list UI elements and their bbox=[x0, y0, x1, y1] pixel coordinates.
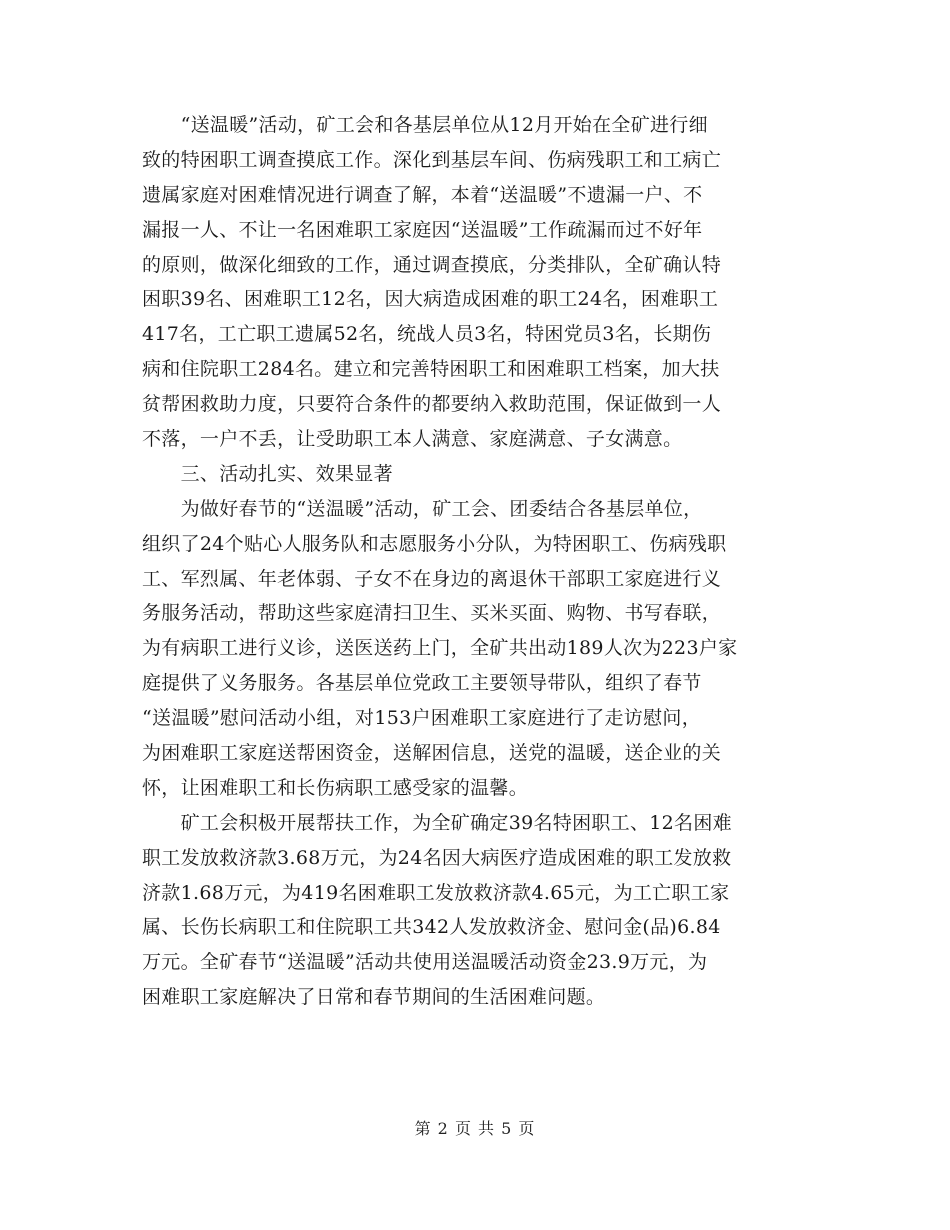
text-line: 工、军烈属、年老体弱、子女不在身边的离退休干部职工家庭进行义 bbox=[142, 567, 722, 590]
text-line: “送温暖”慰问活动小组，对153户困难职工家庭进行了走访慰问， bbox=[142, 707, 701, 730]
text-line: 组织了24个贴心人服务队和志愿服务小分队，为特困职工、伤病残职 bbox=[142, 532, 727, 555]
text-line: 困难职工家庭解决了日常和春节期间的生活困难问题。 bbox=[142, 986, 606, 1009]
text-line: 417名，工亡职工遗属52名，统战人员3名，特困党员3名，长期伤 bbox=[142, 323, 712, 346]
text-line: 贫帮困救助力度，只要符合条件的都要纳入救助范围，保证做到一人 bbox=[142, 393, 722, 416]
text-line: 为做好春节的“送温暖”活动，矿工会、团委结合各基层单位， bbox=[142, 497, 703, 520]
text-line: 为困难职工家庭送帮困资金，送解困信息，送党的温暖，送企业的关 bbox=[142, 742, 722, 765]
text-line: 万元。全矿春节“送温暖”活动共使用送温暖活动资金23.9万元，为 bbox=[142, 951, 708, 974]
text-line: 遗属家庭对困难情况进行调查了解，本着“送温暖”不遗漏一户、不 bbox=[142, 183, 703, 206]
text-line: 致的特困职工调查摸底工作。深化到基层车间、伤病残职工和工病亡 bbox=[142, 148, 722, 171]
text-line: 济款1.68万元，为419名困难职工发放救济款4.65元，为工亡职工家 bbox=[142, 881, 730, 904]
body-text bbox=[142, 108, 808, 1015]
text-line: 不落，一户不丢，让受助职工本人满意、家庭满意、子女满意。 bbox=[142, 428, 683, 451]
text-line: “送温暖”活动，矿工会和各基层单位从12月开始在全矿进行细 bbox=[142, 114, 708, 136]
text-line: 的原则，做深化细致的工作，通过调查摸底，分类排队，全矿确认特 bbox=[142, 253, 722, 276]
text-line: 为有病职工进行义诊，送医送药上门，全矿共出动189人次为223户家 bbox=[142, 637, 738, 660]
text-line: 怀，让困难职工和长伤病职工感受家的温馨。 bbox=[142, 776, 529, 799]
text-line: 庭提供了义务服务。各基层单位党政工主要领导带队，组织了春节 bbox=[142, 672, 702, 695]
text-line: 职工发放救济款3.68万元，为24名因大病医疗造成困难的职工发放救 bbox=[142, 846, 732, 869]
text-line: 困职39名、困难职工12名，因大病造成困难的职工24名，困难职工 bbox=[142, 288, 719, 311]
text-line: 务服务活动，帮助这些家庭清扫卫生、买米买面、购物、书写春联， bbox=[142, 602, 722, 625]
text-line: 漏报一人、不让一名困难职工家庭因“送温暖”工作疏漏而过不好年 bbox=[142, 218, 703, 241]
text-line: 病和住院职工284名。建立和完善特困职工和困难职工档案，加大扶 bbox=[142, 358, 720, 381]
text-line: 属、长伤长病职工和住院职工共342人发放救济金、慰问金(品)6.84 bbox=[142, 916, 721, 939]
page-footer: 第 2 页 共 5 页 bbox=[414, 1119, 536, 1138]
section-heading: 三、活动扎实、效果显著 bbox=[142, 462, 393, 485]
text-line: 矿工会积极开展帮扶工作，为全矿确定39名特困职工、12名困难 bbox=[142, 811, 732, 834]
